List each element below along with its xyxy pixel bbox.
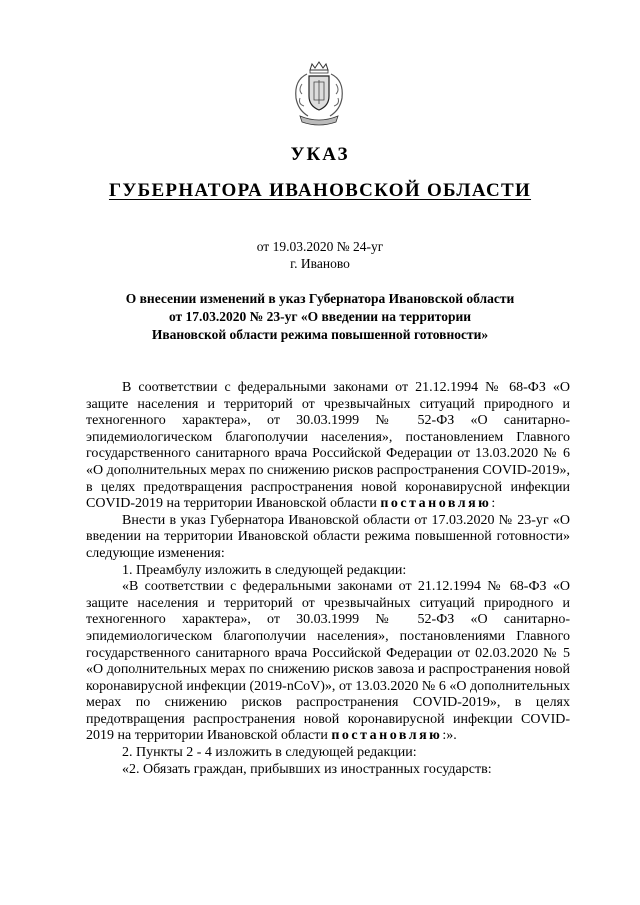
paragraph: «2. Обязать граждан, прибывших из иностранных государств: [122,761,492,777]
coat-of-arms-icon [288,60,350,128]
paragraph-text: «В соответствии с федеральными законами от 21.12.1994 № 68-ФЗ «О защите населения и территорий от чрезвычайных ситуаций природного и техногенного характера», от 30.03.1999 № 52-ФЗ «О санитарно-эпидемиологическом благополучии населения», постановлениями Главного государственного санитарного врача Российской Федерации от 02.03.2020 № 5 «О дополнительных мерах по снижению рисков завоза и распространения новой коронавирусной инфекции (2019-nCoV)», от 13.03.2020 № 6 «О дополнительных мерах по снижению рисков распространения COVID-2019», в целях предотвращения распространения новой коронавирусной инфекции COVID-2019 на территории Ивановской области [86,579,570,744]
document-meta [0,238,640,272]
subject-line: от 17.03.2020 № 23-уг «О введении на территории [168,309,472,324]
document-title: УКАЗ [290,144,350,165]
decree-word: постановляю [331,728,443,744]
document-body [86,380,570,778]
paragraph-end: :». [442,728,457,744]
paragraph [86,380,570,513]
subject-line: О внесении изменений в указ Губернатора Ивановской области [125,291,515,306]
paragraph [86,579,570,745]
paragraph-text: В соответствии с федеральными законами от 21.12.1994 № 68-ФЗ «О защите населения и территорий от чрезвычайных ситуаций природного и техногенного характера», от 30.03.1999 № 52-ФЗ «О санитарно-эпидемиологическом благополучии населения», постановлением Главного государственного санитарного врача Российской Федерации от 13.03.2020 № 6 «О дополнительных мерах по снижению рисков распространения COVID-2019», в целях предотвращения распространения новой коронавирусной инфекции COVID-2019 на территории Ивановской области [86,380,570,512]
date-number: от 19.03.2020 № 24-уг [256,239,384,254]
paragraph: Внести в указ Губернатора Ивановской области от 17.03.2020 № 23-уг «О введении на территории Ивановской области режима повышенной готовности» следующие изменения: [86,512,570,561]
issuer-title [0,180,640,202]
subject-line: Ивановской области режима повышенной готовности» [151,327,489,342]
city: г. Иваново [290,256,350,271]
paragraph: 1. Преамбулу изложить в следующей редакции: [122,562,407,578]
decree-word: постановляю [380,496,492,512]
document-subject [90,290,550,344]
issuer-title-text: ГУБЕРНАТОРА ИВАНОВСКОЙ ОБЛАСТИ [108,180,532,201]
paragraph: 2. Пункты 2 - 4 изложить в следующей редакции: [122,745,417,761]
paragraph-end: : [491,496,496,512]
